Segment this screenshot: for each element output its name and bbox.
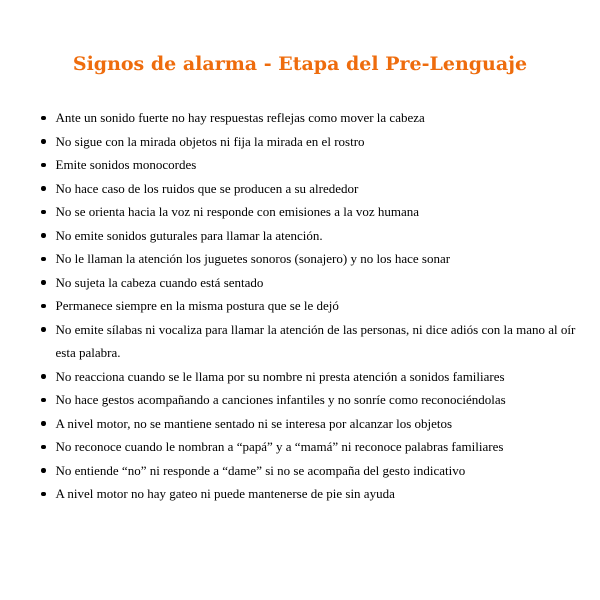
list-item (41, 106, 581, 130)
list-item (41, 318, 581, 365)
list-item (41, 435, 581, 459)
bullet-icon (41, 492, 46, 497)
list-item-text: Emite sonidos monocordes (55, 157, 197, 172)
list-item-text: A nivel motor, no se mantiene sentado ni se interesa por alcanzar los objetos (55, 415, 453, 431)
bullet-icon (41, 374, 46, 379)
bullet-icon (41, 398, 46, 403)
bullet-icon (41, 421, 46, 426)
list-item (41, 271, 581, 295)
list-item (41, 200, 581, 224)
bullet-icon (41, 139, 46, 144)
bullet-icon (41, 163, 46, 168)
bullet-icon (41, 468, 46, 473)
bullet-icon (41, 116, 46, 121)
bullet-icon (41, 304, 46, 309)
list-item-text: A nivel motor no hay gateo ni puede mantenerse de pie sin ayuda (55, 486, 395, 501)
list-item (41, 482, 581, 506)
page-title: Signos de alarma - Etapa del Pre-Lenguaje (72, 53, 528, 75)
list-item (41, 153, 581, 177)
list-item-text: Ante un sonido fuerte no hay respuestas reflejas como mover la cabeza (55, 110, 425, 125)
bullet-icon (41, 233, 46, 238)
bullet-icon (41, 210, 46, 215)
list-item-text: No hace caso de los ruidos que se producen a su alrededor (55, 180, 359, 196)
list-item-text: No sujeta la cabeza cuando está sentado (55, 274, 264, 290)
list-item (41, 365, 581, 389)
list-item (41, 130, 581, 154)
list-item-text: No hace gestos acompañando a canciones infantiles y no sonríe como reconociéndolas (55, 392, 506, 407)
list-item (41, 177, 581, 201)
list-item (41, 388, 581, 412)
bullet-icon (41, 280, 46, 285)
bullet-icon (41, 186, 46, 191)
list-item-text: No emite sonidos guturales para llamar la atención. (55, 227, 323, 243)
bullet-icon (41, 257, 46, 262)
list-item-text: No entiende “no” ni responde a “dame” si no se acompaña del gesto indicativo (55, 462, 466, 478)
list-item (41, 412, 581, 436)
bullet-icon (41, 327, 46, 332)
list-item-text: No se orienta hacia la voz ni responde con emisiones a la voz humana (55, 204, 420, 219)
bullet-icon (41, 445, 46, 450)
list-item-text: No emite sílabas ni vocaliza para llamar la atención de las personas, ni dice adiós con la mano al oír esta palabra. (55, 321, 576, 360)
list-item-text: No reacciona cuando se le llama por su nombre ni presta atención a sonidos familiares (55, 368, 505, 384)
list-item-text: Permanece siempre en la misma postura que se le dejó (55, 298, 339, 313)
list-item-text: No reconoce cuando le nombran a “papá” y a “mamá” ni reconoce palabras familiares (55, 439, 504, 454)
list-item (41, 459, 581, 483)
list-item (41, 224, 581, 248)
list-item (41, 247, 581, 271)
list-item (41, 294, 581, 318)
list-item-text: No le llaman la atención los juguetes sonoros (sonajero) y no los hace sonar (55, 251, 451, 266)
alarm-signs-list (41, 106, 581, 506)
list-item-text: No sigue con la mirada objetos ni fija la mirada en el rostro (55, 133, 365, 149)
